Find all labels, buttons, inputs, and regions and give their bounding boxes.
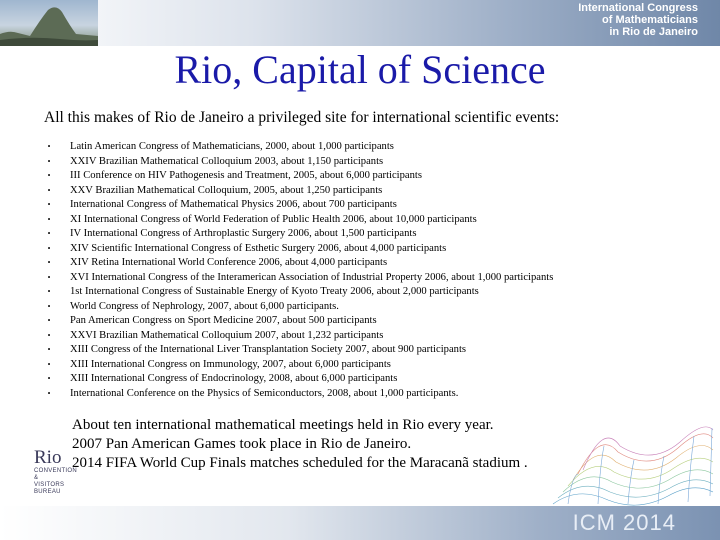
- sugarloaf-mountain-image: [0, 0, 98, 46]
- footer-label: ICM 2014: [572, 510, 676, 535]
- events-list: [44, 140, 704, 401]
- rio-logo-line: &: [34, 475, 39, 481]
- event-item: [44, 155, 704, 170]
- event-text: International Congress of Mathematical Physics 2006, about 700 participants: [70, 199, 397, 210]
- event-item: [44, 343, 704, 358]
- icm-header-logo: [558, 2, 698, 38]
- bullet: •: [47, 171, 51, 180]
- event-text: World Congress of Nephrology, 2007, about 6,000 participants.: [70, 300, 339, 312]
- bullet: •: [47, 287, 51, 296]
- bullet: •: [47, 301, 51, 311]
- event-text: 1st International Congress of Sustainable Energy of Kyoto Treaty 2006, about 2,000 participants: [70, 286, 479, 297]
- event-item: [44, 184, 704, 199]
- event-item: [44, 256, 704, 271]
- sugarloaf-photo: [0, 0, 98, 46]
- intro-text: All this makes of Rio de Janeiro a privileged site for international scientific events:: [44, 109, 560, 126]
- event-text: XIV Retina International World Conference 2006, about 4,000 participants: [70, 257, 388, 268]
- event-text: III Conference on HIV Pathogenesis and Treatment, 2005, about 6,000 participants: [70, 170, 422, 181]
- bullet: •: [47, 229, 51, 238]
- event-text: Pan American Congress on Sport Medicine 2007, about 500 participants: [70, 315, 377, 326]
- rio-logo-line: BUREAU: [34, 489, 61, 495]
- event-item: [44, 387, 704, 402]
- bullet: •: [47, 243, 51, 253]
- event-text: XXV Brazilian Mathematical Colloquium, 2005, about 1,250 participants: [70, 184, 383, 196]
- event-item: [44, 285, 704, 300]
- bullet: •: [47, 200, 51, 209]
- header-logo-line: International Congress: [578, 2, 698, 14]
- event-text: XIII International Congress on Immunology, 2007, about 6,000 participants: [70, 358, 391, 370]
- event-item: [44, 329, 704, 344]
- bullet: •: [47, 142, 51, 151]
- event-item: [44, 271, 704, 286]
- event-text: XIV Scientific International Congress of Esthetic Surgery 2006, about 4,000 participants: [70, 242, 447, 254]
- bullet: •: [47, 214, 51, 224]
- event-item: [44, 140, 704, 155]
- event-text: XIII International Congress of Endocrinology, 2008, about 6,000 participants: [70, 373, 398, 384]
- event-item: [44, 358, 704, 373]
- event-text: IV International Congress of Arthroplastic Surgery 2006, about 1,500 participants: [70, 228, 417, 239]
- bullet: •: [47, 374, 51, 383]
- event-text: XVI International Congress of the Interamerican Association of Industrial Property 2006, about 1,000 participants: [70, 271, 554, 283]
- bullet: •: [47, 156, 51, 166]
- closing-line: 2014 FIFA World Cup Finals matches scheduled for the Maracanã stadium .: [72, 455, 528, 471]
- event-item: [44, 372, 704, 387]
- bullet: •: [47, 272, 51, 282]
- event-item: [44, 198, 704, 213]
- event-item: [44, 314, 704, 329]
- surface-plot-graphic: [548, 416, 718, 508]
- event-text: Latin American Congress of Mathematicians, 2000, about 1,000 participants: [70, 141, 394, 152]
- surface-mesh: [553, 427, 713, 505]
- event-item: [44, 169, 704, 184]
- bullet: •: [47, 258, 51, 267]
- event-text: XIII Congress of the International Liver Transplantation Society 2007, about 900 participants: [70, 344, 467, 355]
- header-logo-line: of Mathematicians: [602, 14, 698, 26]
- event-item: [44, 300, 704, 315]
- event-text: XXIV Brazilian Mathematical Colloquium 2003, about 1,150 participants: [70, 155, 384, 167]
- bullet: •: [47, 185, 51, 195]
- event-text: International Conference on the Physics of Semiconductors, 2008, about 1,000 participants.: [70, 387, 459, 399]
- bullet: •: [47, 359, 51, 369]
- rio-logo-line: VISITORS: [34, 482, 65, 488]
- rio-convention-bureau-logo: [34, 447, 78, 500]
- header-logo-line: in Rio de Janeiro: [609, 26, 698, 38]
- bullet: •: [47, 330, 51, 340]
- event-item: [44, 242, 704, 257]
- closing-line: About ten international mathematical meetings held in Rio every year.: [72, 417, 494, 433]
- bullet: •: [47, 345, 51, 354]
- event-item: [44, 213, 704, 228]
- closing-line: 2007 Pan American Games took place in Rio de Janeiro.: [72, 436, 412, 452]
- bullet: •: [47, 388, 51, 398]
- event-item: [44, 227, 704, 242]
- rio-logo-line: CONVENTION: [34, 468, 78, 474]
- rio-logo-word: Rio: [34, 447, 62, 468]
- bullet: •: [47, 316, 51, 325]
- event-text: XI International Congress of World Federation of Public Health 2006, about 10,000 participants: [70, 213, 477, 225]
- event-text: XXVI Brazilian Mathematical Colloquium 2007, about 1,232 participants: [70, 329, 384, 341]
- page-title: Rio, Capital of Science: [174, 47, 546, 92]
